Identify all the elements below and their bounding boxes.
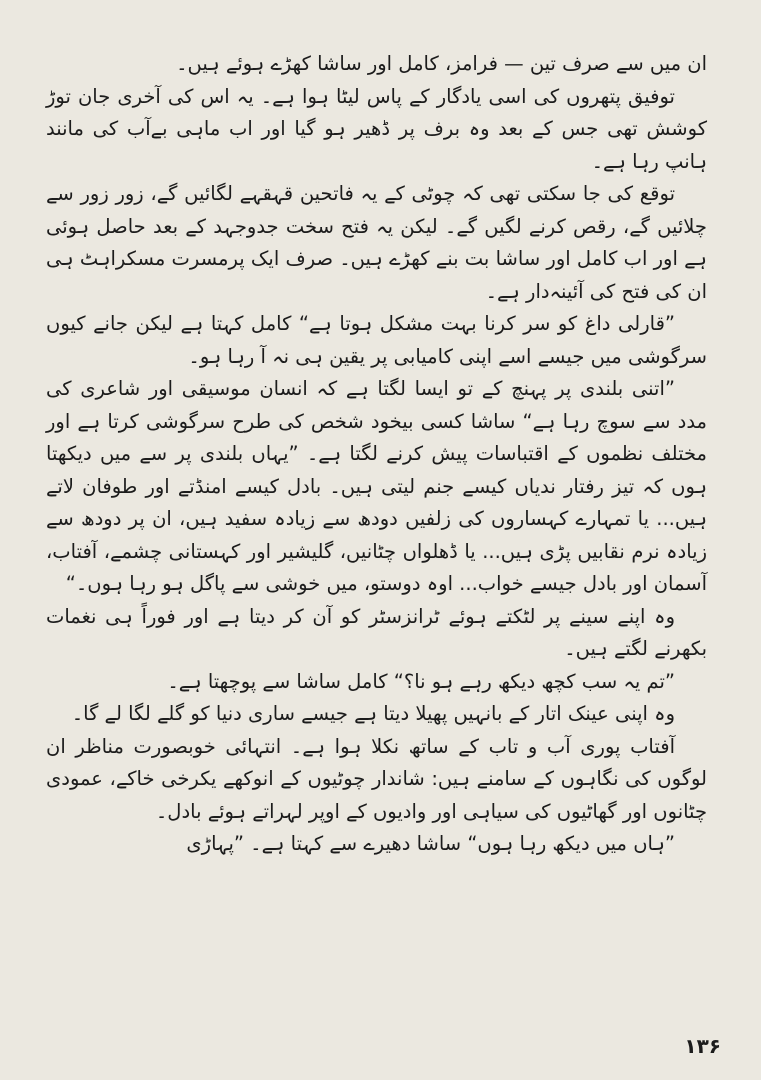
paragraph-1 — [46, 48, 707, 81]
paragraph-5 — [46, 373, 707, 601]
paragraph-6-text: وہ اپنے سینے پر لٹکتے ہوئے ٹرانزسٹر کو آن کر دیتا ہے اور فوراً ہی نغمات بکھرنے لگتے ہیں۔ — [46, 604, 707, 660]
paragraph-9-text: آفتاب پوری آب و تاب کے ساتھ نکلا ہوا ہے۔ انتہائی خوبصورت مناظر ان لوگوں کی نگاہوں کے سامنے ہیں: شاندار چوٹیوں کے انوکھے یکرخی خاکے، عمودی چٹانوں اور گھاٹیوں کی سیاہی اور وادیوں کے اوپر لہراتے ہوئے بادل۔ — [46, 734, 707, 823]
paragraph-9 — [46, 731, 707, 829]
paragraph-7-text: ”تم یہ سب کچھ دیکھ رہے ہو نا؟“ کامل ساشا سے پوچھتا ہے۔ — [167, 669, 675, 693]
page-number: ۱۳۶ — [684, 1034, 721, 1058]
paragraph-2-text: توفیق پتھروں کی اسی یادگار کے پاس لیٹا ہوا ہے۔ یہ اس کی آخری جان توڑ کوشش تھی جس کے بعد وہ برف پر ڈھیر ہو گیا اور اب ماہی بےآب کی مانند ہانپ رہا ہے۔ — [46, 84, 707, 173]
paragraph-4 — [46, 308, 707, 373]
paragraph-8 — [46, 698, 707, 731]
paragraph-10 — [46, 828, 707, 861]
paragraph-4-text: ”قارلی داغ کو سر کرنا بہت مشکل ہوتا ہے“ کامل کہتا ہے لیکن جانے کیوں سرگوشی میں جیسے اسے اپنی کامیابی پر یقین ہی نہ آ رہا ہو۔ — [46, 312, 707, 368]
paragraph-8-text: وہ اپنی عینک اتار کے بانہیں پھیلا دیتا ہے جیسے ساری دنیا کو گلے لگا لے گا۔ — [71, 702, 675, 725]
paragraph-1-text: ان میں سے صرف تین — فرامز، کامل اور ساشا کھڑے ہوئے ہیں۔ — [176, 52, 707, 75]
paragraph-5-text: ”اتنی بلندی پر پہنچ کے تو ایسا لگتا ہے کہ انسان موسیقی اور شاعری کی مدد سے سوچ رہا ہے“ ساشا کسی بیخود شخص کی طرح سرگوشی کرتا ہے اور مختلف نظموں کے اقتباسات پیش کرنے لگتا ہے۔ ”یہاں بلندی پر سے میں دیکھتا ہوں کہ تیز رفتار ندیاں کیسے جنم لیتی ہیں۔ بادل کیسے امنڈتے اور طوفان لاتے ہیں... یا تمہارے کہساروں کی زلفیں دودھ سے زیادہ سفید ہیں، ان پر دودھ سے زیادہ نرم نقابیں پڑی ہیں... یا ڈھلواں چٹانیں، گلیشیر اور کہستانی چشمے، آفتاب، آسمان اور بادل جیسے خواب... اوہ دوستو، میں خوشی سے پاگل ہو رہا ہوں۔“ — [46, 377, 707, 595]
paragraph-3-text: توقع کی جا سکتی تھی کہ چوٹی کے یہ فاتحین قہقہے لگائیں گے، زور زور سے چلائیں گے، رقص کرنے لگیں گے۔ لیکن یہ فتح سخت جدوجہد کے بعد حاصل ہوئی ہے اور اب کامل اور ساشا بت بنے کھڑے ہیں۔ صرف ایک پرمسرت مسکراہٹ ہی ان کی فتح کی آئینہ‌دار ہے۔ — [46, 182, 707, 303]
paragraph-10-text: ”ہاں میں دیکھ رہا ہوں“ ساشا دھیرے سے کہتا ہے۔ ”پہاڑی — [186, 832, 675, 855]
paragraph-7 — [46, 666, 707, 699]
paragraph-2 — [46, 81, 707, 179]
paragraph-3 — [46, 178, 707, 308]
body-text — [46, 48, 707, 861]
paragraph-6 — [46, 601, 707, 666]
